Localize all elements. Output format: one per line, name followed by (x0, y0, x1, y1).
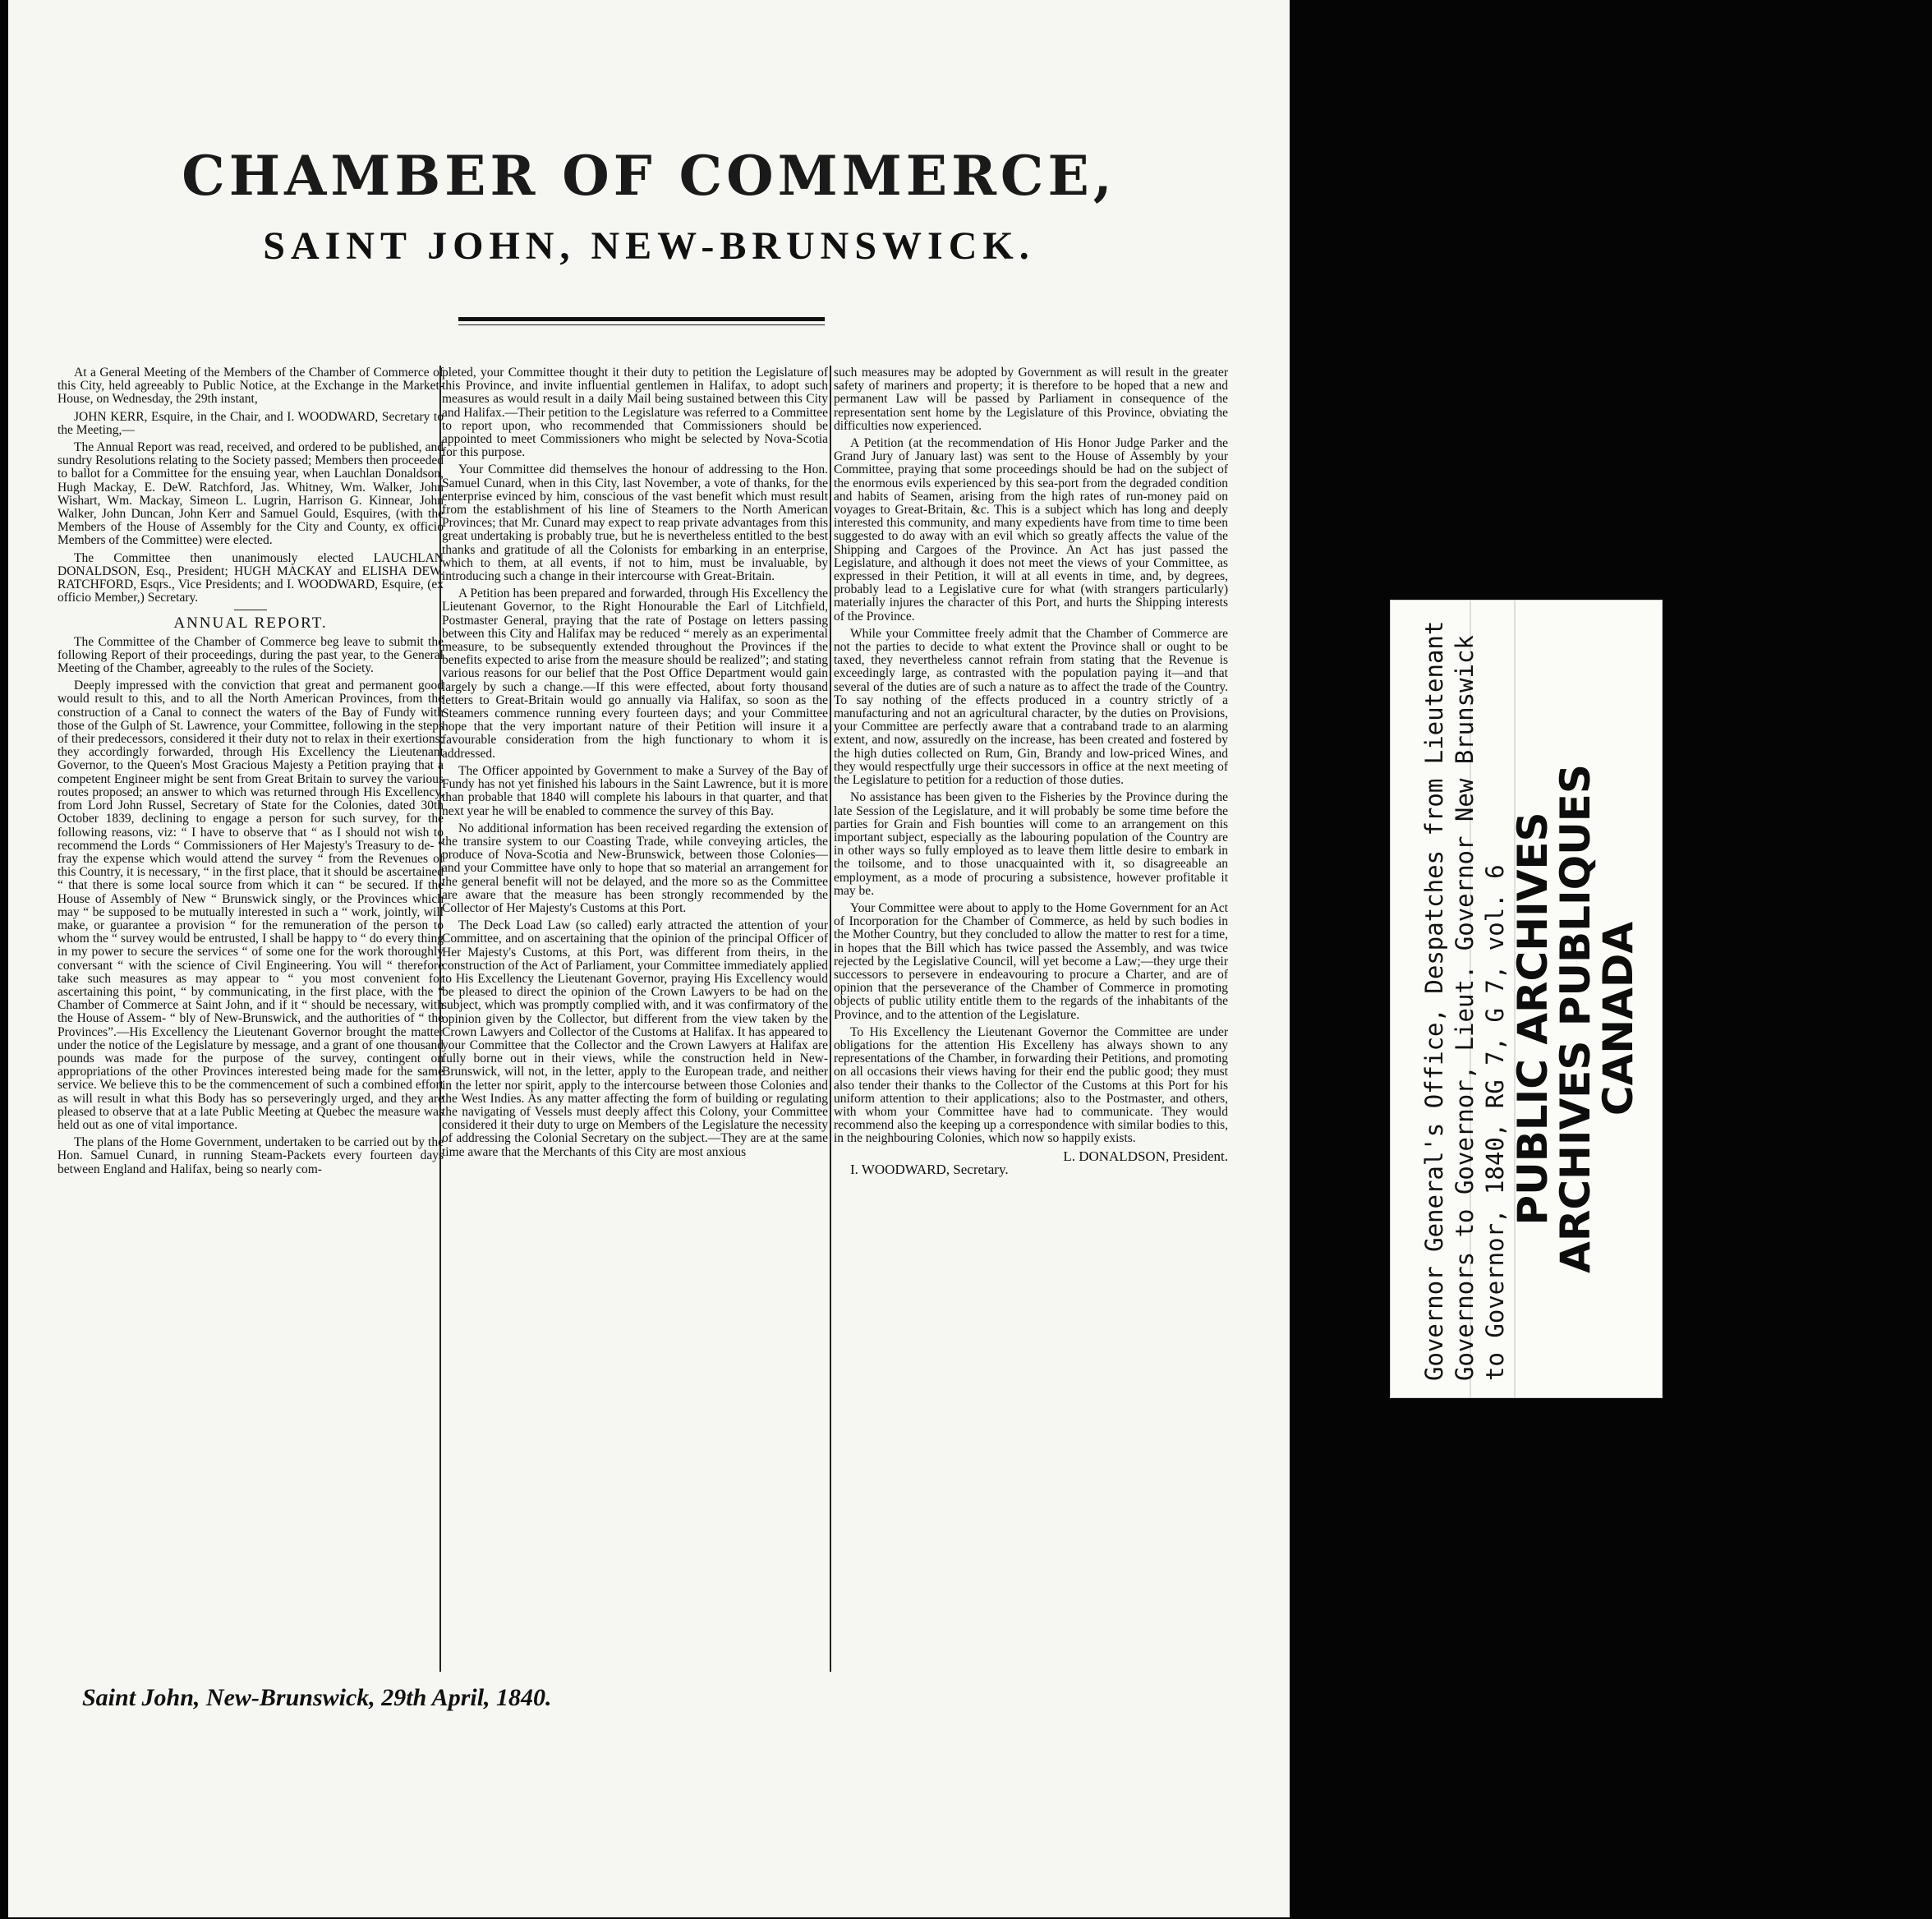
column-2 (442, 366, 828, 1668)
paragraph: A Petition (at the recommendation of His Honor Judge Parker and the Grand Jury of January last) was sent to the House of Assembly by your Committee, praying that some proceedings should be had on the subject of the enormous evils experienced by this sea-port from the degraded condition and habits of Seamen, arising from the high rates of run-money paid on voyages to Great-Britain, &c. This is a subject which has long and deeply interested this community, and many expedients have from time to time been suggested to do away with an evil which so greatly affects the value of the Shipping and Cargoes of the Province. An Act has just passed the Legislature, and although it does not meet the views of your Committee, as expressed in their Petition, it will at all events in time, and, by degrees, probably lead to a Legislative cure for what (with strangers particularly) materially injures the character of this Port, and hurts the Shipping interests of the Province. (834, 436, 1228, 624)
paragraph: The plans of the Home Government, undertaken to be carried out by the Hon. Samuel Cunard, in running Steam-Packets every fourteen days between England and Halifax, being so nearly com- (58, 1135, 444, 1176)
paragraph: pleted, your Committee thought it their duty to petition the Legislature of this Province, and invite influential gentlemen in Halifax, to adopt such measures as would result in a daily Mail being sustained between this City and Halifax.—Their petition to the Legislature was referred to a Committee to report upon, who recommended that Commissioners should be appointed to meet Commissioners who might be selected by Nova-Scotia for this purpose. (442, 366, 828, 460)
secretary-signature: I. WOODWARD, Secretary. (850, 1161, 1009, 1177)
newspaper-page (8, 0, 1290, 1917)
page-title: CHAMBER OF COMMERCE, (182, 144, 1116, 208)
stamp-line-2: ARCHIVES PUBLIQUES (1552, 764, 1599, 1273)
paragraph: The Deck Load Law (so called) early attracted the attention of your Committee, and on ascertaining that the opinion of the principal Officer of Her Majesty's Customs, at this Port, was different from theirs, in the construction of the Act of Parliament, your Committee immediately applied to His Excellency the Lieutenant Governor, praying His Excellency would be pleased to direct the opinion of the Crown Lawyers to be had on the subject, which was promptly complied with, and it was confirmatory of the opinion given by the Collector, but different from the view taken by the Crown Lawyers and Collector of the Customs at Halifax. It has appeared to your Committee that the Collector and the Crown Lawyers at Halifax are fully borne out in their views, while the construction held in New-Brunswick, will not, in the letter, apply to the European trade, and neither in the letter nor spirit, apply to the intercourse between those Colonies and the West Indies. As any matter affecting the form of building or regulating the navigating of Vessels must deeply affect this Colony, your Committee considered it their duty to urge on Members of the Legislature the necessity of addressing the Colonial Secretary on the subject.—They are at the same time aware that the Merchants of this City are most anxious (442, 918, 828, 1159)
annual-report-heading: ANNUAL REPORT. (173, 614, 328, 633)
paragraph: The Annual Report was read, received, and ordered to be published, and sundry Resolutions relating to the Society passed; Members then proceeded to ballot for a Committee for the ensuing year, when Lauchlan Donaldson, Hugh Mackay, E. DeW. Ratchford, Jas. Whitney, Wm. Walker, John Wishart, Wm. Mackay, Simeon L. Lugrin, Harrison G. Kinnear, John Walker, John Duncan, John Kerr and Samuel Gould, Esquires, (with the Members of the House of Assembly for the City and County, ex officio Members of the Committee) were elected. (58, 440, 444, 548)
archive-stamp (1511, 723, 1668, 1314)
stamp-line-1: PUBLIC ARCHIVES (1509, 812, 1557, 1226)
column-3 (834, 366, 1228, 1668)
paragraph: The Officer appointed by Government to make a Survey of the Bay of Fundy has not yet finished his labours in the Saint Lawrence, but it is more than probable that 1840 will complete his labours in that quarter, and that next year he will be enabled to commence the survey of this Bay. (442, 763, 828, 818)
president-signature: L. DONALDSON, President. (1063, 1148, 1228, 1164)
column-1 (58, 366, 444, 1668)
stamp-line-3: CANADA (1594, 921, 1642, 1116)
page-subtitle: SAINT JOHN, NEW-BRUNSWICK. (263, 224, 1035, 268)
paragraph: such measures may be adopted by Government as will result in the greater safety of mariners and property; it is therefore to be hoped that a new and permanent Law will be passed by Parliament in consequence of the representation sent home by the Legislature of this Province, obviating the difficulties now experienced. (834, 366, 1228, 433)
title-rule (458, 317, 825, 325)
paragraph: A Petition has been prepared and forwarded, through His Excellency the Lieutenant Governor, to the Right Honourable the Earl of Litchfield, Postmaster General, praying that the rate of Postage on letters passing between this City and Halifax may be reduced “ merely as an experimental measure, to be subsequently extended throughout the Provinces if the benefits expected to arise from the measure should be realized”; and stating various reasons for our belief that the Post Office Department would gain largely by such a change.—If this were effected, about forty thousand letters to Great-Britain would go annually via Halifax, so soon as the Steamers commence running every fourteen days; and your Committee hope that the very important nature of their Petition will insure it a favourable consideration from the high functionary to whom it is addressed. (442, 587, 828, 761)
paragraph: Deeply impressed with the conviction that great and permanent good would result to this, and to all the North American Provinces, from the construction of a Canal to connect the waters of the Bay of Fundy with those of the Gulph of St. Lawrence, your Committee, following in the steps of their predecessors, considered it their duty not to relax in their exertions; they accordingly forwarded, through His Excellency the Lieutenant Governor, to the Queen's Most Gracious Majesty a Petition praying that a competent Engineer might be sent from Great Britain to survey the various routes proposed; an answer to which was returned through His Excellency, from Lord John Russel, Secretary of State for the Colonies, dated 30th October 1839, declining to engage a person for such survey, for the following reasons, viz: “ I have to observe that “ as I should not wish to recommend the Lords “ Commissioners of Her Majesty's Treasury to de- “ fray the expense which would attend the survey “ from the Revenues of this Country, it is necessary, “ in the first place, that it should be ascertained “ that there is some local source from which it can “ be secured. If the House of Assembly of New “ Brunswick singly, or the Provinces which may “ be supposed to be mutually interested in such a “ work, jointly, will make, or guarantee a provision “ for the remuneration of the person to whom the “ survey would be entrusted, I shall be happy to “ do every thing in my power to secure the services “ of some one for the work thoroughly conversant “ with the science of Civil Engineering. You will “ therefore take such measures as may appear to “ you most convenient for ascertaining this point, “ by communicating, in the first place, with the “ Chamber of Commerce at Saint John, and if it “ should be necessary, with the House of Assem- “ bly of New-Brunswick, and the authorities of “ the Provinces”.—His Excellency the Lieutenant Governor brought the matter under the notice of the Legislature by message, and a grant of one thousand pounds was made for the purpose of the survey, contingent on appropriations of the other Provinces interested being made for the same service. We believe this to be the commencement of such a combined effort as will result in what this Body has so perseveringly urged, and they are pleased to observe that at a late Public Meeting at Quebec the measure was held out as one of vital importance. (58, 679, 444, 1132)
dateline: Saint John, New-Brunswick, 29th April, 1840. (82, 1684, 552, 1711)
label-line-2: Governors to Governor, Lieut. Governor New Brunswick (1451, 635, 1479, 1381)
paragraph: While your Committee freely admit that the Chamber of Commerce are not the parties to decide to what extent the Province shall or ought to be taxed, they nevertheless cannot refrain from stating that the Revenue is exceedingly large, as contrasted with the population paying it—and that several of the duties are of such a nature as to affect the trade of the Country. To say nothing of the effects produced in a country strictly of a manufacturing and not an agricultural character, by the duties on Provisions, your Committee are perfectly aware that a contraband trade to an alarming extent, and now, assuredly on the increase, has been created and fostered by the high duties collected on Rum, Gin, Brandy and low-priced Wines, and they would respectfully urge their successors in office at the next meeting of the Legislature to petition for a reduction of those duties. (834, 626, 1228, 788)
paragraph: Your Committee did themselves the honour of addressing to the Hon. Samuel Cunard, when in this City, last November, a vote of thanks, for the enterprise evinced by him, conscious of the vast benefit which must result from the establishment of his line of Steamers to the North American Provinces; that Mr. Cunard may expect to reap private advantages from this great undertaking is probably true, but he is nevertheless entitled to the best thanks and gratitude of all the Colonists for embarking in an enterprise, which to them, at all events, if not to him, must be invaluable, by introducing such a change in their intercourse with Great-Britain. (442, 462, 828, 584)
paragraph: No additional information has been received regarding the extension of the transire system to our Coasting Trade, while conveying articles, the produce of Nova-Scotia and New-Brunswick, between those Colonies—and your Committee have only to hope that so material an arrangement for the general benefit will not be delayed, and the more so as the Committee are aware that the measure has been strongly recommended by the Collector of Her Majesty's Customs at this Port. (442, 821, 828, 915)
label-line-3: to Governor, 1840, RG 7, G 7, vol. 6 (1481, 864, 1509, 1381)
label-line-1: Governor General's Office, Despatches from Lieutenant (1420, 620, 1448, 1381)
column-divider (830, 366, 831, 1672)
paragraph: The Committee of the Chamber of Commerce beg leave to submit the following Report of their proceedings, during the past year, to the General Meeting of the Chamber, agreeably to the rules of the Society. (58, 634, 444, 676)
paragraph: At a General Meeting of the Members of the Chamber of Commerce of this City, held agreeably to Public Notice, at the Exchange in the Market-House, on Wednesday, the 29th instant, (58, 366, 444, 407)
paragraph: No assistance has been given to the Fisheries by the Province during the late Session of the Legislature, and it will probably be some time before the parties for Grain and Fish bounties will come to an arrangement on this important subject, especially as the labouring population of the Country are in other ways so fully employed as to leave them little desire to embark in the toilsome, and to those unacquainted with it, so disagreeable an employment, as a mode of procuring a subsistence, however profitable it may be. (834, 790, 1228, 898)
paragraph: To His Excellency the Lieutenant Governor the Committee are under obligations for the attention His Excelleny has always shown to any representations of the Chamber, in forwarding their Petitions, and promoting on all occasions their views having for their end the public good; they must also tender their thanks to the Collector of the Customs at this Port for his uniform attention to their applications; also to the Postmaster, and others, with whom your Committee have had to communicate. They would recommend also the keeping up a correspondence with similar bodies to this, in the neighbouring Colonies, which now so happily exists. (834, 1024, 1228, 1146)
paragraph: Your Committee were about to apply to the Home Government for an Act of Incorporation for the Chamber of Commerce, as held by such bodies in the Mother Country, but they concluded to allow the matter to rest for a time, in hopes that the Bill which has twice passed the Assembly, and was twice rejected by the Legislative Council, will yet become a Law;—they urge their successors to persevere in endeavouring to procure a Charter, and are of opinion that the perseverance of the Chamber of Commerce in promoting objects of public utility entitle them to the regards of the inhabitants of the Province, and to the attention of the Legislature. (834, 900, 1228, 1022)
paragraph: The Committee then unanimously elected LAUCHLAN DONALDSON, Esq., President; HUGH MACKAY and ELISHA DEW. RATCHFORD, Esqrs., Vice Presidents; and I. WOODWARD, Esquire, (ex officio Member,) Secretary. (58, 550, 444, 605)
paragraph: JOHN KERR, Esquire, in the Chair, and I. WOODWARD, Secretary to the Meeting,— (58, 409, 444, 437)
archive-stamp-text (1511, 686, 1668, 1351)
